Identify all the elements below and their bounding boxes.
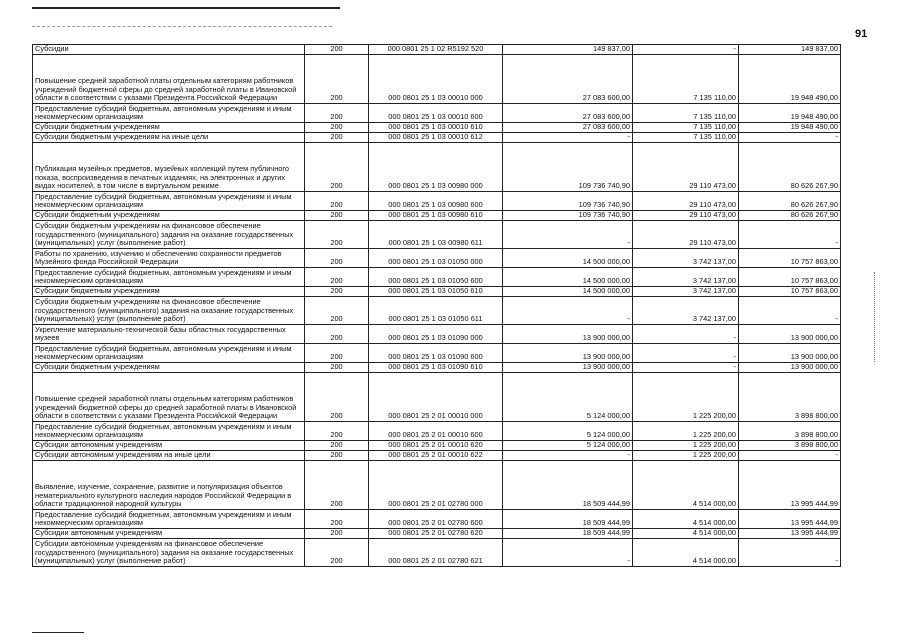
page-number: 91: [855, 28, 868, 40]
table-row: [33, 221, 841, 249]
row-name-cell: Предоставление субсидий бюджетным, автономным учреждениям и иным некоммерческим организациям: [33, 344, 305, 363]
row-classification-code-cell: 000 0801 25 1 03 00980 000: [369, 143, 503, 192]
row-federal-amount-cell: 7 135 110,00: [633, 104, 739, 123]
row-name-cell: Субсидии автономным учреждениям на финансовое обеспечение государственного (муниципального) задания на оказание государственных (муниципальных) услуг (выполнение работ): [33, 539, 305, 567]
row-classification-code-cell: 000 0801 25 1 03 00980 611: [369, 221, 503, 249]
row-name-cell: Предоставление субсидий бюджетным, автономным учреждениям и иным некоммерческим организациям: [33, 268, 305, 287]
row-regional-amount-cell: -: [739, 133, 841, 143]
table-row: [33, 192, 841, 211]
row-admin-code-cell: 200: [305, 221, 369, 249]
row-federal-amount-cell: 4 514 000,00: [633, 539, 739, 567]
table-row: [33, 363, 841, 373]
row-name-cell: Выявление, изучение, сохранение, развитие и популяризация объектов нематериального культурного наследия народов Российской Федерации в области традиционной народной культуры: [33, 461, 305, 510]
row-regional-amount-cell: 3 898 800,00: [739, 441, 841, 451]
row-admin-code-cell: 200: [305, 133, 369, 143]
row-total-amount-cell: 13 900 000,00: [503, 344, 633, 363]
row-federal-amount-cell: 1 225 200,00: [633, 422, 739, 441]
row-total-amount-cell: 13 900 000,00: [503, 325, 633, 344]
row-admin-code-cell: 200: [305, 373, 369, 422]
row-classification-code-cell: 000 0801 25 1 03 01090 000: [369, 325, 503, 344]
table-row: [33, 539, 841, 567]
footer-rule: [32, 632, 84, 633]
row-federal-amount-cell: 29 110 473,00: [633, 221, 739, 249]
row-admin-code-cell: 200: [305, 45, 369, 55]
budget-table: [32, 44, 841, 567]
row-classification-code-cell: 000 0801 25 1 02 R5192 520: [369, 45, 503, 55]
table-row: [33, 422, 841, 441]
row-name-cell: Субсидии автономным учреждениям: [33, 529, 305, 539]
row-regional-amount-cell: 3 898 800,00: [739, 422, 841, 441]
header-faint-rule: [32, 26, 332, 27]
row-classification-code-cell: 000 0801 25 1 03 00010 600: [369, 104, 503, 123]
row-federal-amount-cell: 7 135 110,00: [633, 55, 739, 104]
row-federal-amount-cell: 4 514 000,00: [633, 529, 739, 539]
row-total-amount-cell: 27 083 600,00: [503, 104, 633, 123]
row-total-amount-cell: 5 124 000,00: [503, 373, 633, 422]
row-name-cell: Субсидии: [33, 45, 305, 55]
row-regional-amount-cell: -: [739, 297, 841, 325]
row-name-cell: Предоставление субсидий бюджетным, автономным учреждениям и иным некоммерческим организациям: [33, 510, 305, 529]
row-name-cell: Субсидии бюджетным учреждениям на иные цели: [33, 133, 305, 143]
row-total-amount-cell: 27 083 600,00: [503, 123, 633, 133]
table-row: [33, 211, 841, 221]
table-row: [33, 441, 841, 451]
row-federal-amount-cell: 4 514 000,00: [633, 461, 739, 510]
row-admin-code-cell: 200: [305, 249, 369, 268]
row-admin-code-cell: 200: [305, 211, 369, 221]
row-name-cell: Повышение средней заработной платы отдельным категориям работников учреждений бюджетной сферы до средней заработной платы в Ивановской области в соответствии с указами Президента Российской Федерации: [33, 55, 305, 104]
table-row: [33, 344, 841, 363]
row-classification-code-cell: 000 0801 25 1 03 01090 610: [369, 363, 503, 373]
row-name-cell: Предоставление субсидий бюджетным, автономным учреждениям и иным некоммерческим организациям: [33, 422, 305, 441]
row-classification-code-cell: 000 0801 25 1 03 00010 610: [369, 123, 503, 133]
table-row: [33, 123, 841, 133]
row-federal-amount-cell: 29 110 473,00: [633, 211, 739, 221]
table-row: [33, 45, 841, 55]
row-regional-amount-cell: -: [739, 539, 841, 567]
row-total-amount-cell: 109 736 740,90: [503, 192, 633, 211]
row-regional-amount-cell: 10 757 863,00: [739, 249, 841, 268]
row-admin-code-cell: 200: [305, 451, 369, 461]
row-classification-code-cell: 000 0801 25 2 01 00010 600: [369, 422, 503, 441]
row-name-cell: Публикация музейных предметов, музейных коллекций путем публичного показа, воспроизведения в печатных изданиях, на электронных и других видах носителей, в том числе в виртуальном режиме: [33, 143, 305, 192]
row-classification-code-cell: 000 0801 25 2 01 02780 621: [369, 539, 503, 567]
row-classification-code-cell: 000 0801 25 1 03 00010 612: [369, 133, 503, 143]
row-classification-code-cell: 000 0801 25 1 03 01090 600: [369, 344, 503, 363]
row-regional-amount-cell: 19 948 490,00: [739, 104, 841, 123]
row-regional-amount-cell: 149 837,00: [739, 45, 841, 55]
row-admin-code-cell: 200: [305, 461, 369, 510]
row-admin-code-cell: 200: [305, 529, 369, 539]
row-classification-code-cell: 000 0801 25 2 01 00010 000: [369, 373, 503, 422]
row-federal-amount-cell: -: [633, 344, 739, 363]
row-total-amount-cell: 18 509 444,99: [503, 461, 633, 510]
row-total-amount-cell: -: [503, 451, 633, 461]
row-total-amount-cell: -: [503, 221, 633, 249]
table-row: [33, 461, 841, 510]
row-federal-amount-cell: 1 225 200,00: [633, 373, 739, 422]
row-regional-amount-cell: 13 900 000,00: [739, 344, 841, 363]
row-regional-amount-cell: 80 626 267,90: [739, 143, 841, 192]
row-federal-amount-cell: 3 742 137,00: [633, 249, 739, 268]
table-row: [33, 55, 841, 104]
row-federal-amount-cell: -: [633, 363, 739, 373]
table-row: [33, 268, 841, 287]
row-federal-amount-cell: 7 135 110,00: [633, 133, 739, 143]
row-total-amount-cell: 18 509 444,99: [503, 529, 633, 539]
row-regional-amount-cell: 80 626 267,90: [739, 211, 841, 221]
row-federal-amount-cell: 3 742 137,00: [633, 287, 739, 297]
row-name-cell: Повышение средней заработной платы отдельным категориям работников учреждений бюджетной сферы до средней заработной платы в Ивановской области в соответствии с указами Президента Российской Федерации: [33, 373, 305, 422]
row-total-amount-cell: 14 500 000,00: [503, 287, 633, 297]
row-name-cell: Предоставление субсидий бюджетным, автономным учреждениям и иным некоммерческим организациям: [33, 104, 305, 123]
row-admin-code-cell: 200: [305, 510, 369, 529]
row-federal-amount-cell: 3 742 137,00: [633, 268, 739, 287]
row-total-amount-cell: 5 124 000,00: [503, 441, 633, 451]
row-classification-code-cell: 000 0801 25 2 01 00010 620: [369, 441, 503, 451]
row-regional-amount-cell: 13 900 000,00: [739, 325, 841, 344]
row-name-cell: Предоставление субсидий бюджетным, автономным учреждениям и иным некоммерческим организациям: [33, 192, 305, 211]
row-total-amount-cell: -: [503, 539, 633, 567]
row-federal-amount-cell: 3 742 137,00: [633, 297, 739, 325]
row-total-amount-cell: -: [503, 297, 633, 325]
row-total-amount-cell: 109 736 740,90: [503, 211, 633, 221]
row-regional-amount-cell: 19 948 490,00: [739, 55, 841, 104]
row-admin-code-cell: 200: [305, 55, 369, 104]
row-admin-code-cell: 200: [305, 287, 369, 297]
row-name-cell: Субсидии бюджетным учреждениям: [33, 211, 305, 221]
header-rule: [32, 7, 340, 9]
row-admin-code-cell: 200: [305, 422, 369, 441]
table-row: [33, 297, 841, 325]
row-regional-amount-cell: 13 900 000,00: [739, 363, 841, 373]
row-admin-code-cell: 200: [305, 104, 369, 123]
table-row: [33, 104, 841, 123]
budget-table-body: [33, 45, 841, 567]
row-total-amount-cell: 13 900 000,00: [503, 363, 633, 373]
table-row: [33, 249, 841, 268]
row-federal-amount-cell: -: [633, 45, 739, 55]
row-regional-amount-cell: -: [739, 221, 841, 249]
table-row: [33, 325, 841, 344]
row-classification-code-cell: 000 0801 25 2 01 02780 620: [369, 529, 503, 539]
row-classification-code-cell: 000 0801 25 2 01 02780 000: [369, 461, 503, 510]
row-name-cell: Субсидии автономным учреждениям на иные цели: [33, 451, 305, 461]
row-name-cell: Субсидии бюджетным учреждениям: [33, 287, 305, 297]
row-total-amount-cell: 27 083 600,00: [503, 55, 633, 104]
table-row: [33, 143, 841, 192]
row-classification-code-cell: 000 0801 25 1 03 00980 600: [369, 192, 503, 211]
row-name-cell: Субсидии бюджетным учреждениям на финансовое обеспечение государственного (муниципального) задания на оказание государственных (муниципальных) услуг (выполнение работ): [33, 297, 305, 325]
table-row: [33, 373, 841, 422]
scan-artifact: [874, 272, 885, 362]
row-federal-amount-cell: 29 110 473,00: [633, 143, 739, 192]
row-name-cell: Укрепление материально-технической базы областных государственных музеев: [33, 325, 305, 344]
row-total-amount-cell: 14 500 000,00: [503, 249, 633, 268]
row-total-amount-cell: 14 500 000,00: [503, 268, 633, 287]
row-federal-amount-cell: 7 135 110,00: [633, 123, 739, 133]
row-name-cell: Субсидии бюджетным учреждениям на финансовое обеспечение государственного (муниципального) задания на оказание государственных (муниципальных) услуг (выполнение работ): [33, 221, 305, 249]
row-total-amount-cell: 149 837,00: [503, 45, 633, 55]
row-name-cell: Субсидии бюджетным учреждениям: [33, 363, 305, 373]
table-row: [33, 133, 841, 143]
row-classification-code-cell: 000 0801 25 1 03 00010 000: [369, 55, 503, 104]
row-federal-amount-cell: -: [633, 325, 739, 344]
row-classification-code-cell: 000 0801 25 1 03 01050 600: [369, 268, 503, 287]
row-admin-code-cell: 200: [305, 539, 369, 567]
table-row: [33, 287, 841, 297]
row-classification-code-cell: 000 0801 25 1 03 01050 000: [369, 249, 503, 268]
row-regional-amount-cell: 13 995 444,99: [739, 529, 841, 539]
table-row: [33, 529, 841, 539]
row-total-amount-cell: -: [503, 133, 633, 143]
row-total-amount-cell: 109 736 740,90: [503, 143, 633, 192]
row-regional-amount-cell: 80 626 267,90: [739, 192, 841, 211]
row-admin-code-cell: 200: [305, 268, 369, 287]
row-regional-amount-cell: 19 948 490,00: [739, 123, 841, 133]
row-classification-code-cell: 000 0801 25 1 03 01050 610: [369, 287, 503, 297]
row-admin-code-cell: 200: [305, 192, 369, 211]
row-federal-amount-cell: 4 514 000,00: [633, 510, 739, 529]
row-name-cell: Субсидии автономным учреждениям: [33, 441, 305, 451]
row-regional-amount-cell: 13 995 444,99: [739, 461, 841, 510]
row-admin-code-cell: 200: [305, 325, 369, 344]
row-admin-code-cell: 200: [305, 143, 369, 192]
row-name-cell: Субсидии бюджетным учреждениям: [33, 123, 305, 133]
row-classification-code-cell: 000 0801 25 2 01 00010 622: [369, 451, 503, 461]
row-federal-amount-cell: 29 110 473,00: [633, 192, 739, 211]
row-regional-amount-cell: 3 898 800,00: [739, 373, 841, 422]
row-regional-amount-cell: 13 995 444,99: [739, 510, 841, 529]
row-admin-code-cell: 200: [305, 344, 369, 363]
row-regional-amount-cell: -: [739, 451, 841, 461]
row-regional-amount-cell: 10 757 863,00: [739, 268, 841, 287]
row-federal-amount-cell: 1 225 200,00: [633, 441, 739, 451]
row-name-cell: Работы по хранению, изучению и обеспечению сохранности предметов Музейного фонда Российской Федерации: [33, 249, 305, 268]
row-admin-code-cell: 200: [305, 363, 369, 373]
row-admin-code-cell: 200: [305, 441, 369, 451]
row-classification-code-cell: 000 0801 25 1 03 00980 610: [369, 211, 503, 221]
table-row: [33, 510, 841, 529]
row-admin-code-cell: 200: [305, 297, 369, 325]
row-total-amount-cell: 5 124 000,00: [503, 422, 633, 441]
row-admin-code-cell: 200: [305, 123, 369, 133]
row-regional-amount-cell: 10 757 863,00: [739, 287, 841, 297]
row-total-amount-cell: 18 509 444,99: [503, 510, 633, 529]
row-classification-code-cell: 000 0801 25 2 01 02780 600: [369, 510, 503, 529]
row-federal-amount-cell: 1 225 200,00: [633, 451, 739, 461]
table-row: [33, 451, 841, 461]
row-classification-code-cell: 000 0801 25 1 03 01050 611: [369, 297, 503, 325]
